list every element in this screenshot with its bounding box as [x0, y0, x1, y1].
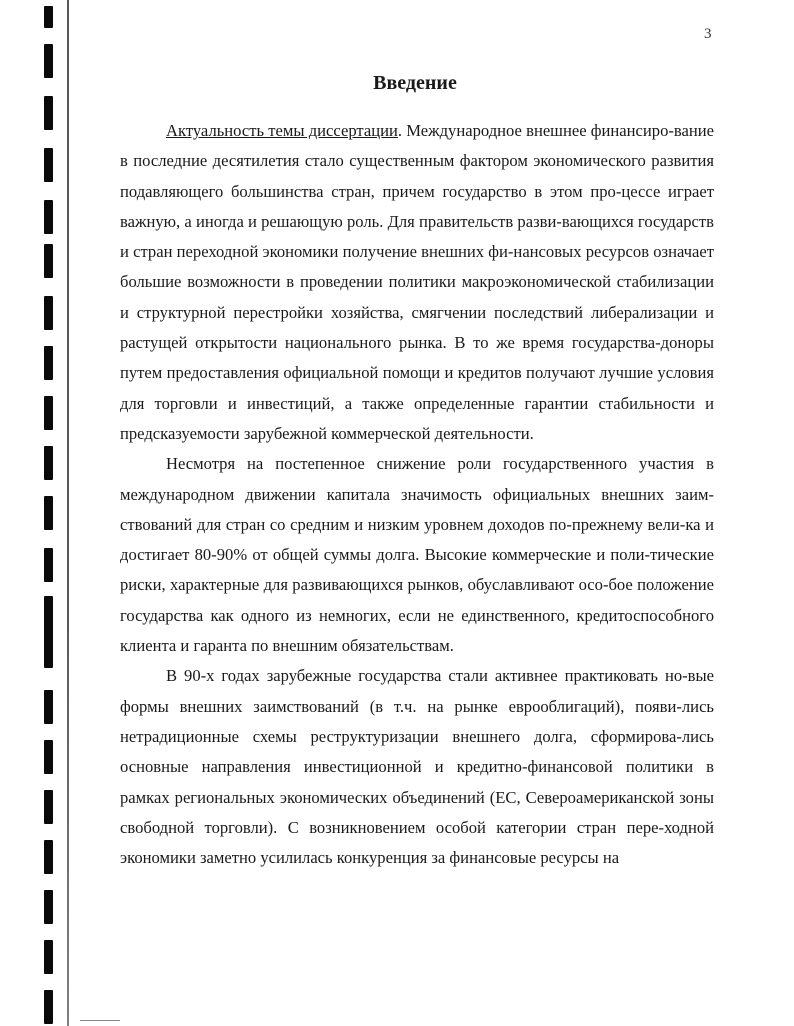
binding-hole: [44, 396, 53, 430]
binding-hole: [44, 96, 53, 130]
paragraph-1-text: . Международное внешнее финансиро-вание в последние десятилетия стало существенным фактором экономического развития подавляющего большинства стран, причем государство в этом про-цессе играет важную, а иногда и решающую роль. Для правительств разви-вающихся государств и стран переходной экономики получение внешних фи-нансовых ресурсов означает большие возможности в проведении политики макроэкономической стабилизации и структурной перестройки хозяйства, смягчении последствий либерализации и растущей открытости национального рынка. В то же время государства-доноры путем предоставления официальной помощи и кредитов получают лучшие условия для торговли и инвестиций, а также определенные гарантии стабильности и предсказуемости зарубежной коммерческой деятельности.: [120, 121, 715, 443]
binding-hole: [44, 840, 53, 874]
binding-hole: [44, 346, 53, 380]
binding-hole: [44, 690, 53, 724]
binding-hole: [44, 6, 53, 28]
scan-artifact: [80, 1020, 120, 1021]
binding-hole: [44, 548, 53, 582]
topic-relevance-heading: Актуальность темы диссертации: [166, 121, 398, 140]
document-body: [120, 116, 714, 873]
binding-hole: [44, 496, 53, 530]
binding-hole: [44, 990, 53, 1024]
paragraph-3: В 90-х годах зарубежные государства стали активнее практиковать но-вые формы внешних заимствований (в т.ч. на рынке еврооблигаций), появи-лись нетрадиционные схемы реструктуризации внешнего долга, сформирова-лись основные направления инвестиционной и кредитно-финансовой политики в рамках региональных экономических объединений (ЕС, Североамериканской зоны свободной торговли). С возникновением особой категории стран пере-ходной экономики заметно усилилась конкуренция за финансовые ресурсы на: [120, 666, 714, 868]
page-title: Введение: [373, 72, 457, 94]
page-number: 3: [704, 26, 712, 42]
binding-hole: [44, 740, 53, 774]
binding-hole: [44, 148, 53, 182]
binding-hole: [44, 790, 53, 824]
binding-hole: [44, 244, 53, 278]
paragraph-1: [120, 116, 714, 449]
binding-holes: [30, 0, 70, 1026]
binding-hole: [44, 446, 53, 480]
paragraph-2: Несмотря на постепенное снижение роли государственного участия в международном движении капитала значимость официальных внешних заим-ствований для стран со средним и низким уровнем доходов по-прежнему вели-ка и достигает 80-90% от общей суммы долга. Высокие коммерческие и поли-тические риски, характерные для развивающихся рынков, обуславливают осо-бое положение государства как одного из немногих, если не единственного, кредитоспособного клиента и гаранта по внешним обязательствам.: [120, 454, 714, 656]
binding-hole: [44, 616, 53, 668]
binding-hole: [44, 296, 53, 330]
binding-hole: [44, 890, 53, 924]
binding-hole: [44, 200, 53, 234]
binding-hole: [44, 940, 53, 974]
page-edge-line: [67, 0, 69, 1026]
